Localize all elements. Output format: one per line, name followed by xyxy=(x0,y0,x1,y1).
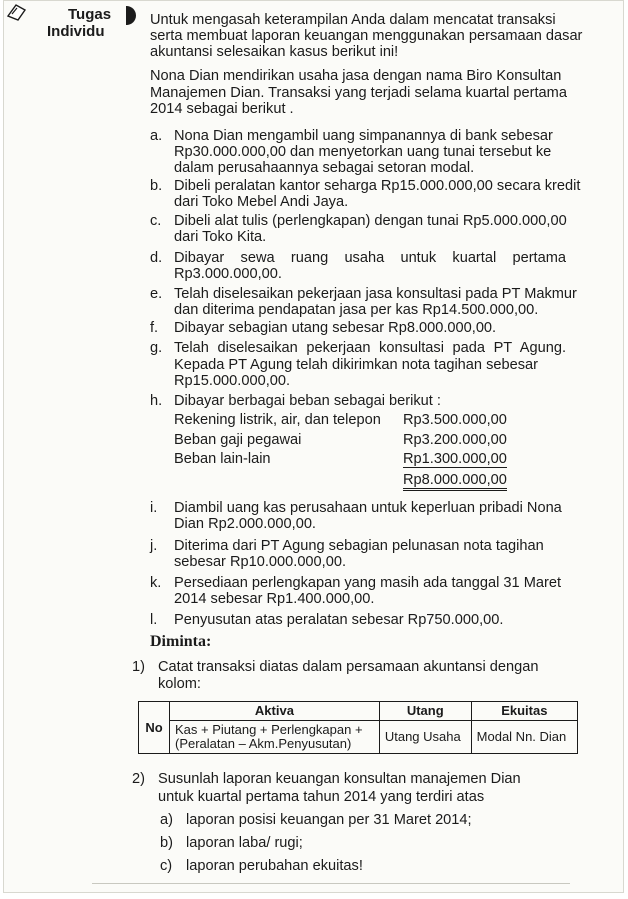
sub-c-text: laporan perubahan ekuitas! xyxy=(186,858,363,874)
expense-amount: Rp3.200.000,00 xyxy=(403,432,507,448)
item-g-line-3: Rp15.000.000,00. xyxy=(174,373,291,389)
q2-line-1: Susunlah laporan keuangan konsultan manajemen Dian xyxy=(158,771,521,787)
question-number: 2) xyxy=(132,771,145,787)
item-i-line-1: Diambil uang kas perusahaan untuk keperluan pribadi Nona xyxy=(174,500,562,516)
item-letter: l. xyxy=(150,612,158,628)
item-f-line-1: Dibayar sebagian utang sebesar Rp8.000.000,00. xyxy=(174,320,497,336)
task-icon xyxy=(6,2,28,22)
expense-label: Beban gaji pegawai xyxy=(174,432,302,448)
item-b-line-1: Dibeli peralatan kantor seharga Rp15.000.000,00 secara kredit xyxy=(174,178,581,194)
bottom-divider xyxy=(92,883,570,884)
item-k-line-1: Persediaan perlengkapan yang masih ada tanggal 31 Maret xyxy=(174,575,561,591)
item-a-line-2: Rp30.000.000,00 dan menyetorkan uang tunai tersebut ke xyxy=(174,144,552,160)
item-b-line-2: dari Toko Mebel Andi Jaya. xyxy=(174,194,349,210)
item-j-line-2: sebesar Rp10.000.000,00. xyxy=(174,554,347,570)
item-j-line-1: Diterima dari PT Agung sebagian pelunasan nota tagihan xyxy=(174,538,544,554)
intro-line-3: akuntansi selesaikan kasus berikut ini! xyxy=(150,44,399,60)
item-letter: j. xyxy=(150,538,158,554)
item-letter: b. xyxy=(150,178,163,194)
item-c-line-2: dari Toko Kita. xyxy=(174,229,267,245)
item-g-line-2: Kepada PT Agung telah dikirimkan nota tagihan sebesar xyxy=(174,357,539,373)
sub-a-text: laporan posisi keuangan per 31 Maret 2014; xyxy=(186,812,472,828)
q2-line-2: untuk kuartal pertama tahun 2014 yang terdiri atas xyxy=(158,789,485,805)
task-title: Tugas xyxy=(68,6,112,23)
sub-letter: b) xyxy=(160,835,173,851)
item-letter: c. xyxy=(150,213,162,229)
item-d-line-1: Dibayar sewa ruang usaha untuk kuartal pertama xyxy=(174,250,566,266)
item-l-line-1: Penyusutan atas peralatan sebesar Rp750.000,00. xyxy=(174,612,504,628)
item-e-line-2: dan diterima pendapatan jasa per kas Rp14.500.000,00. xyxy=(174,302,539,318)
intro-line-1: Untuk mengasah keterampilan Anda dalam mencatat transaksi xyxy=(150,12,556,28)
item-k-line-2: 2014 sebesar Rp1.400.000,00. xyxy=(174,591,375,607)
item-letter: a. xyxy=(150,128,163,144)
ekuitas-cell: Modal Nn. Dian xyxy=(471,721,577,754)
item-letter: k. xyxy=(150,575,162,591)
utang-cell: Utang Usaha xyxy=(379,721,471,754)
expense-total: Rp8.000.000,00 xyxy=(403,472,507,491)
aktiva-line: (Peralatan – Akm.Penyusutan) xyxy=(175,736,352,751)
item-i-line-2: Dian Rp2.000.000,00. xyxy=(174,516,316,532)
header-utang: Utang xyxy=(379,702,471,721)
q1-line-2: kolom: xyxy=(158,676,201,692)
case-line-2: Manajemen Dian. Transaksi yang terjadi selama kuartal pertama xyxy=(150,85,567,101)
diminta-heading: Diminta: xyxy=(150,633,212,650)
item-g-line-1: Telah diselesaikan pekerjaan konsultasi pada PT Agung. xyxy=(174,340,566,356)
task-subtitle: Individu xyxy=(47,23,105,40)
aktiva-components xyxy=(170,721,380,754)
case-line-1: Nona Dian mendirikan usaha jasa dengan nama Biro Konsultan xyxy=(150,68,562,84)
expense-amount: Rp1.300.000,00 xyxy=(403,451,507,467)
item-a-line-3: dalam perusahaannya sebagai setoran modal. xyxy=(174,160,475,176)
item-letter: g. xyxy=(150,340,163,356)
sub-letter: a) xyxy=(160,812,173,828)
item-h-line-1: Dibayar berbagai beban sebagai berikut : xyxy=(174,393,441,409)
item-d-line-2: Rp3.000.000,00. xyxy=(174,266,282,282)
header-aktiva: Aktiva xyxy=(170,702,380,721)
intro-line-2: serta membuat laporan keuangan menggunakan persamaan dasar xyxy=(150,28,583,44)
q1-line-1: Catat transaksi diatas dalam persamaan akuntansi dengan xyxy=(158,659,539,675)
item-letter: f. xyxy=(150,320,159,336)
question-number: 1) xyxy=(132,659,145,675)
sub-letter: c) xyxy=(160,858,173,874)
equation-columns-table xyxy=(138,701,578,754)
item-letter: e. xyxy=(150,286,163,302)
sub-b-text: laporan laba/ rugi; xyxy=(186,835,303,851)
item-c-line-1: Dibeli alat tulis (perlengkapan) dengan tunai Rp5.000.000,00 xyxy=(174,213,567,229)
expense-label: Rekening listrik, air, dan telepon xyxy=(174,412,381,428)
item-letter: h. xyxy=(150,393,163,409)
item-a-line-1: Nona Dian mengambil uang simpanannya di bank sebesar xyxy=(174,128,553,144)
item-e-line-1: Telah diselesaikan pekerjaan jasa konsultasi pada PT Makmur xyxy=(174,286,577,302)
aktiva-line: Kas + Piutang + Perlengkapan + xyxy=(175,722,363,737)
expense-label: Beban lain-lain xyxy=(174,451,271,467)
item-letter: d. xyxy=(150,250,163,266)
expense-amount: Rp3.500.000,00 xyxy=(403,412,507,428)
header-ekuitas: Ekuitas xyxy=(471,702,577,721)
case-line-3: 2014 sebagai berikut . xyxy=(150,101,294,117)
item-letter: i. xyxy=(150,500,158,516)
header-no: No xyxy=(139,702,170,754)
